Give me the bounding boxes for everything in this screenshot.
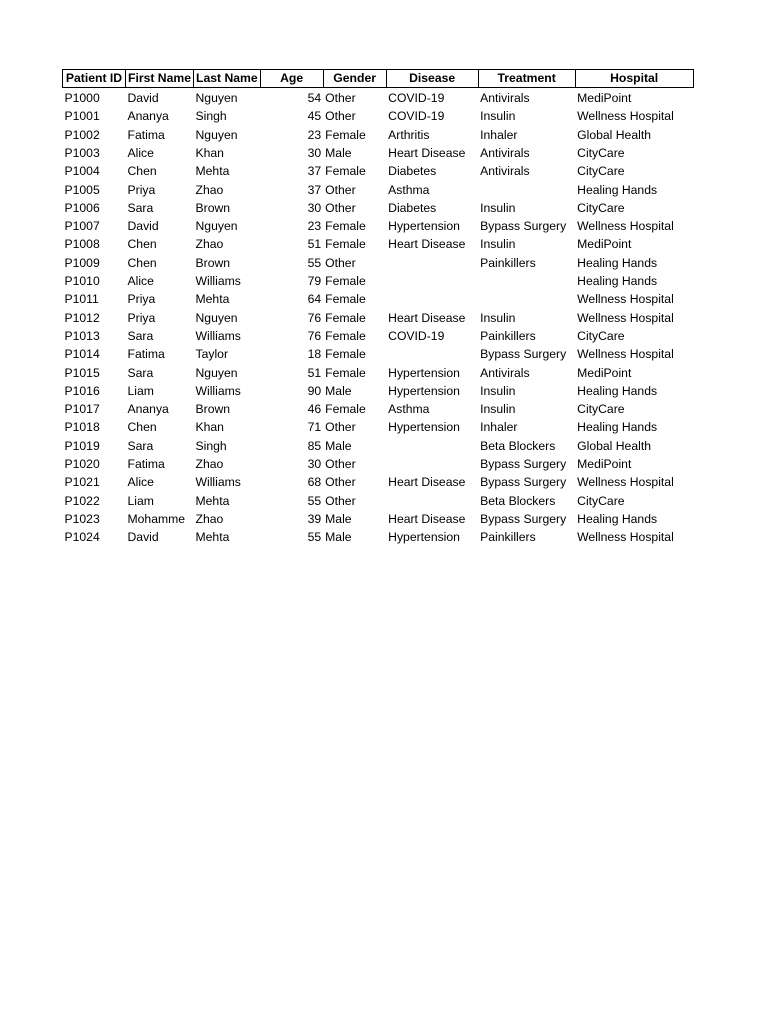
first-name-cell: David: [127, 219, 159, 234]
treatment-cell: Antivirals: [480, 365, 530, 380]
treatment-cell: Bypass Surgery: [480, 456, 567, 471]
first-name-cell: Sara: [127, 438, 154, 453]
patient-id-cell: P1005: [64, 182, 100, 197]
patient-id-cell: P1013: [64, 328, 100, 343]
gender-cell: Other: [325, 182, 356, 197]
treatment-cell: Insulin: [480, 383, 516, 398]
hospital-cell: Wellness Hospital: [577, 475, 674, 490]
disease-cell: Hypertension: [388, 383, 460, 398]
table-row: [63, 199, 694, 217]
last-name-cell: Mehta: [195, 530, 230, 545]
table-row: [63, 162, 694, 180]
first-name-cell: Priya: [127, 292, 156, 307]
patient-id-cell: P1024: [64, 530, 100, 545]
spreadsheet-page: [62, 69, 694, 546]
disease-cell: Diabetes: [388, 200, 437, 215]
hospital-cell: Healing Hands: [577, 420, 658, 435]
last-name-cell: Taylor: [195, 347, 229, 362]
table-row: [63, 400, 694, 418]
patient-id-cell: P1001: [64, 109, 100, 124]
treatment-cell: Bypass Surgery: [480, 475, 567, 490]
age-cell: 55: [307, 255, 322, 270]
hospital-cell: Healing Hands: [577, 383, 658, 398]
gender-cell: Other: [325, 493, 356, 508]
patient-id-cell: P1008: [64, 237, 100, 252]
table-row: [63, 510, 694, 528]
treatment-cell: Painkillers: [480, 255, 536, 270]
table-row: [63, 327, 694, 345]
first-name-cell: Ananya: [127, 109, 169, 124]
age-cell: 45: [307, 109, 322, 124]
patient-id-cell: P1009: [64, 255, 100, 270]
first-name-cell: Mohamme: [127, 511, 186, 526]
disease-cell: Hypertension: [388, 530, 460, 545]
table-row: [63, 217, 694, 235]
disease-cell: [386, 345, 478, 363]
table-row: [63, 144, 694, 162]
gender-cell: Female: [325, 127, 366, 142]
last-name-cell: Nguyen: [195, 127, 238, 142]
age-cell: 23: [307, 219, 322, 234]
treatment-cell: Bypass Surgery: [480, 511, 567, 526]
disease-cell: COVID-19: [388, 109, 445, 124]
patient-id-cell: P1002: [64, 127, 100, 142]
hospital-cell: MediPoint: [577, 237, 632, 252]
hospital-cell: Healing Hands: [577, 182, 658, 197]
age-cell: 23: [307, 127, 322, 142]
last-name-cell: Mehta: [195, 292, 230, 307]
gender-cell: Male: [325, 511, 352, 526]
patient-id-cell: P1019: [64, 438, 100, 453]
treatment-cell: Beta Blockers: [480, 438, 556, 453]
hospital-cell: Global Health: [577, 438, 651, 453]
patient-id-cell: P1007: [64, 219, 100, 234]
age-cell: 51: [307, 237, 322, 252]
patient-id-cell: P1023: [64, 511, 100, 526]
age-cell: 85: [307, 438, 322, 453]
patient-id-cell: P1014: [64, 347, 100, 362]
patient-id-cell: P1015: [64, 365, 100, 380]
disease-cell: Heart Disease: [388, 475, 466, 490]
table-row: [63, 180, 694, 198]
disease-cell: Heart Disease: [388, 237, 466, 252]
last-name-cell: Brown: [195, 200, 231, 215]
patient-id-cell: P1020: [64, 456, 100, 471]
treatment-cell: Bypass Surgery: [480, 347, 567, 362]
table-row: [63, 473, 694, 491]
disease-cell: [386, 254, 478, 272]
age-cell: 30: [307, 145, 322, 160]
first-name-cell: Chen: [127, 420, 157, 435]
patient-id-cell: P1000: [64, 91, 100, 106]
first-name-cell: Fatima: [127, 347, 165, 362]
disease-cell: [386, 437, 478, 455]
gender-cell: Female: [325, 164, 366, 179]
header-patient-id: Patient ID: [63, 70, 126, 88]
last-name-cell: Nguyen: [195, 310, 238, 325]
age-cell: 51: [307, 365, 322, 380]
hospital-cell: Healing Hands: [577, 274, 658, 289]
treatment-cell: Painkillers: [480, 530, 536, 545]
table-row: [63, 363, 694, 381]
age-cell: 30: [307, 200, 322, 215]
hospital-cell: Global Health: [577, 127, 651, 142]
gender-cell: Female: [325, 402, 366, 417]
treatment-cell: Beta Blockers: [480, 493, 556, 508]
table-row: [63, 345, 694, 363]
disease-cell: Asthma: [388, 182, 430, 197]
table-row: [63, 272, 694, 290]
gender-cell: Other: [325, 200, 356, 215]
first-name-cell: Sara: [127, 200, 154, 215]
gender-cell: Female: [325, 310, 366, 325]
patient-id-cell: P1004: [64, 164, 100, 179]
age-cell: 37: [307, 182, 322, 197]
treatment-cell: Inhaler: [480, 420, 518, 435]
gender-cell: Female: [325, 219, 366, 234]
hospital-cell: Wellness Hospital: [577, 530, 674, 545]
hospital-cell: CityCare: [577, 493, 625, 508]
age-cell: 68: [307, 475, 322, 490]
patient-id-cell: P1006: [64, 200, 100, 215]
last-name-cell: Khan: [195, 145, 224, 160]
gender-cell: Other: [325, 420, 356, 435]
hospital-cell: CityCare: [577, 200, 625, 215]
table-body: [63, 88, 694, 547]
header-hospital: Hospital: [575, 70, 693, 88]
table-row: [63, 290, 694, 308]
hospital-cell: CityCare: [577, 402, 625, 417]
gender-cell: Female: [325, 328, 366, 343]
age-cell: 71: [307, 420, 322, 435]
disease-cell: Arthritis: [388, 127, 430, 142]
first-name-cell: David: [127, 530, 159, 545]
last-name-cell: Williams: [195, 383, 241, 398]
patient-id-cell: P1011: [64, 292, 99, 307]
disease-cell: [386, 272, 478, 290]
first-name-cell: Liam: [127, 383, 154, 398]
last-name-cell: Khan: [195, 420, 224, 435]
hospital-cell: MediPoint: [577, 91, 632, 106]
first-name-cell: Chen: [127, 255, 157, 270]
header-age: Age: [260, 70, 323, 88]
table-row: [63, 528, 694, 546]
table-row: [63, 235, 694, 253]
table-row: [63, 492, 694, 510]
hospital-cell: CityCare: [577, 328, 625, 343]
first-name-cell: David: [127, 91, 159, 106]
table-row: [63, 309, 694, 327]
treatment-cell: Inhaler: [480, 127, 518, 142]
table-row: [63, 382, 694, 400]
table-row: [63, 107, 694, 125]
disease-cell: [386, 290, 478, 308]
age-cell: 55: [307, 493, 322, 508]
table-row: [63, 455, 694, 473]
last-name-cell: Zhao: [195, 511, 224, 526]
treatment-cell: Insulin: [480, 402, 516, 417]
first-name-cell: Priya: [127, 182, 156, 197]
last-name-cell: Singh: [195, 109, 227, 124]
treatment-cell: Antivirals: [480, 164, 530, 179]
hospital-cell: Healing Hands: [577, 511, 658, 526]
hospital-cell: CityCare: [577, 145, 625, 160]
hospital-cell: Wellness Hospital: [577, 109, 674, 124]
age-cell: 30: [307, 456, 322, 471]
patient-id-cell: P1003: [64, 145, 100, 160]
hospital-cell: MediPoint: [577, 365, 632, 380]
gender-cell: Other: [325, 91, 356, 106]
hospital-cell: Wellness Hospital: [577, 310, 674, 325]
first-name-cell: Ananya: [127, 402, 169, 417]
patient-table: [62, 69, 694, 546]
gender-cell: Male: [325, 145, 352, 160]
table-row: [63, 126, 694, 144]
first-name-cell: Alice: [127, 145, 154, 160]
age-cell: 55: [307, 530, 322, 545]
header-disease: Disease: [386, 70, 478, 88]
last-name-cell: Brown: [195, 255, 231, 270]
last-name-cell: Nguyen: [195, 365, 238, 380]
age-cell: 37: [307, 164, 322, 179]
last-name-cell: Brown: [195, 402, 231, 417]
table-row: [63, 88, 694, 108]
disease-cell: Hypertension: [388, 219, 460, 234]
treatment-cell: [478, 290, 575, 308]
patient-id-cell: P1022: [64, 493, 100, 508]
hospital-cell: Wellness Hospital: [577, 347, 674, 362]
gender-cell: Female: [325, 292, 366, 307]
age-cell: 46: [307, 402, 322, 417]
hospital-cell: CityCare: [577, 164, 625, 179]
header-first-name: First Name: [126, 70, 194, 88]
last-name-cell: Williams: [195, 274, 241, 289]
table-row: [63, 254, 694, 272]
hospital-cell: MediPoint: [577, 456, 632, 471]
header-row: [63, 70, 694, 88]
last-name-cell: Williams: [195, 328, 241, 343]
patient-id-cell: P1017: [64, 402, 100, 417]
header-gender: Gender: [323, 70, 386, 88]
patient-id-cell: P1018: [64, 420, 100, 435]
age-cell: 76: [307, 328, 322, 343]
disease-cell: Diabetes: [388, 164, 437, 179]
disease-cell: COVID-19: [388, 328, 445, 343]
treatment-cell: Painkillers: [480, 328, 536, 343]
table-row: [63, 437, 694, 455]
last-name-cell: Williams: [195, 475, 241, 490]
gender-cell: Female: [325, 274, 366, 289]
first-name-cell: Chen: [127, 164, 157, 179]
first-name-cell: Sara: [127, 365, 154, 380]
treatment-cell: Bypass Surgery: [480, 219, 567, 234]
treatment-cell: [478, 180, 575, 198]
disease-cell: Asthma: [388, 402, 430, 417]
age-cell: 90: [307, 383, 322, 398]
treatment-cell: Antivirals: [480, 91, 530, 106]
first-name-cell: Fatima: [127, 456, 165, 471]
age-cell: 54: [307, 91, 322, 106]
gender-cell: Female: [325, 365, 366, 380]
disease-cell: [386, 455, 478, 473]
age-cell: 76: [307, 310, 322, 325]
gender-cell: Male: [325, 438, 352, 453]
treatment-cell: Insulin: [480, 310, 516, 325]
first-name-cell: Liam: [127, 493, 154, 508]
disease-cell: Heart Disease: [388, 145, 466, 160]
first-name-cell: Alice: [127, 475, 154, 490]
first-name-cell: Priya: [127, 310, 156, 325]
last-name-cell: Singh: [195, 438, 227, 453]
patient-id-cell: P1010: [64, 274, 100, 289]
gender-cell: Other: [325, 109, 356, 124]
first-name-cell: Chen: [127, 237, 157, 252]
gender-cell: Male: [325, 383, 352, 398]
age-cell: 18: [307, 347, 322, 362]
treatment-cell: Insulin: [480, 237, 516, 252]
hospital-cell: Healing Hands: [577, 255, 658, 270]
gender-cell: Other: [325, 475, 356, 490]
last-name-cell: Zhao: [195, 456, 224, 471]
disease-cell: Heart Disease: [388, 511, 466, 526]
gender-cell: Female: [325, 237, 366, 252]
disease-cell: COVID-19: [388, 91, 445, 106]
last-name-cell: Nguyen: [195, 91, 238, 106]
last-name-cell: Zhao: [195, 182, 224, 197]
gender-cell: Other: [325, 255, 356, 270]
treatment-cell: Insulin: [480, 200, 516, 215]
hospital-cell: Wellness Hospital: [577, 292, 674, 307]
disease-cell: Hypertension: [388, 365, 460, 380]
treatment-cell: Antivirals: [480, 145, 530, 160]
hospital-cell: Wellness Hospital: [577, 219, 674, 234]
first-name-cell: Fatima: [127, 127, 165, 142]
age-cell: 79: [307, 274, 322, 289]
patient-id-cell: P1021: [64, 475, 100, 490]
patient-id-cell: P1012: [64, 310, 100, 325]
age-cell: 64: [307, 292, 322, 307]
age-cell: 39: [307, 511, 322, 526]
last-name-cell: Nguyen: [195, 219, 238, 234]
disease-cell: Heart Disease: [388, 310, 466, 325]
last-name-cell: Mehta: [195, 493, 230, 508]
last-name-cell: Mehta: [195, 164, 230, 179]
first-name-cell: Sara: [127, 328, 154, 343]
gender-cell: Female: [325, 347, 366, 362]
disease-cell: [386, 492, 478, 510]
header-treatment: Treatment: [478, 70, 575, 88]
table-row: [63, 418, 694, 436]
patient-id-cell: P1016: [64, 383, 100, 398]
treatment-cell: Insulin: [480, 109, 516, 124]
last-name-cell: Zhao: [195, 237, 224, 252]
gender-cell: Other: [325, 456, 356, 471]
gender-cell: Male: [325, 530, 352, 545]
treatment-cell: [478, 272, 575, 290]
first-name-cell: Alice: [127, 274, 154, 289]
disease-cell: Hypertension: [388, 420, 460, 435]
header-last-name: Last Name: [194, 70, 261, 88]
